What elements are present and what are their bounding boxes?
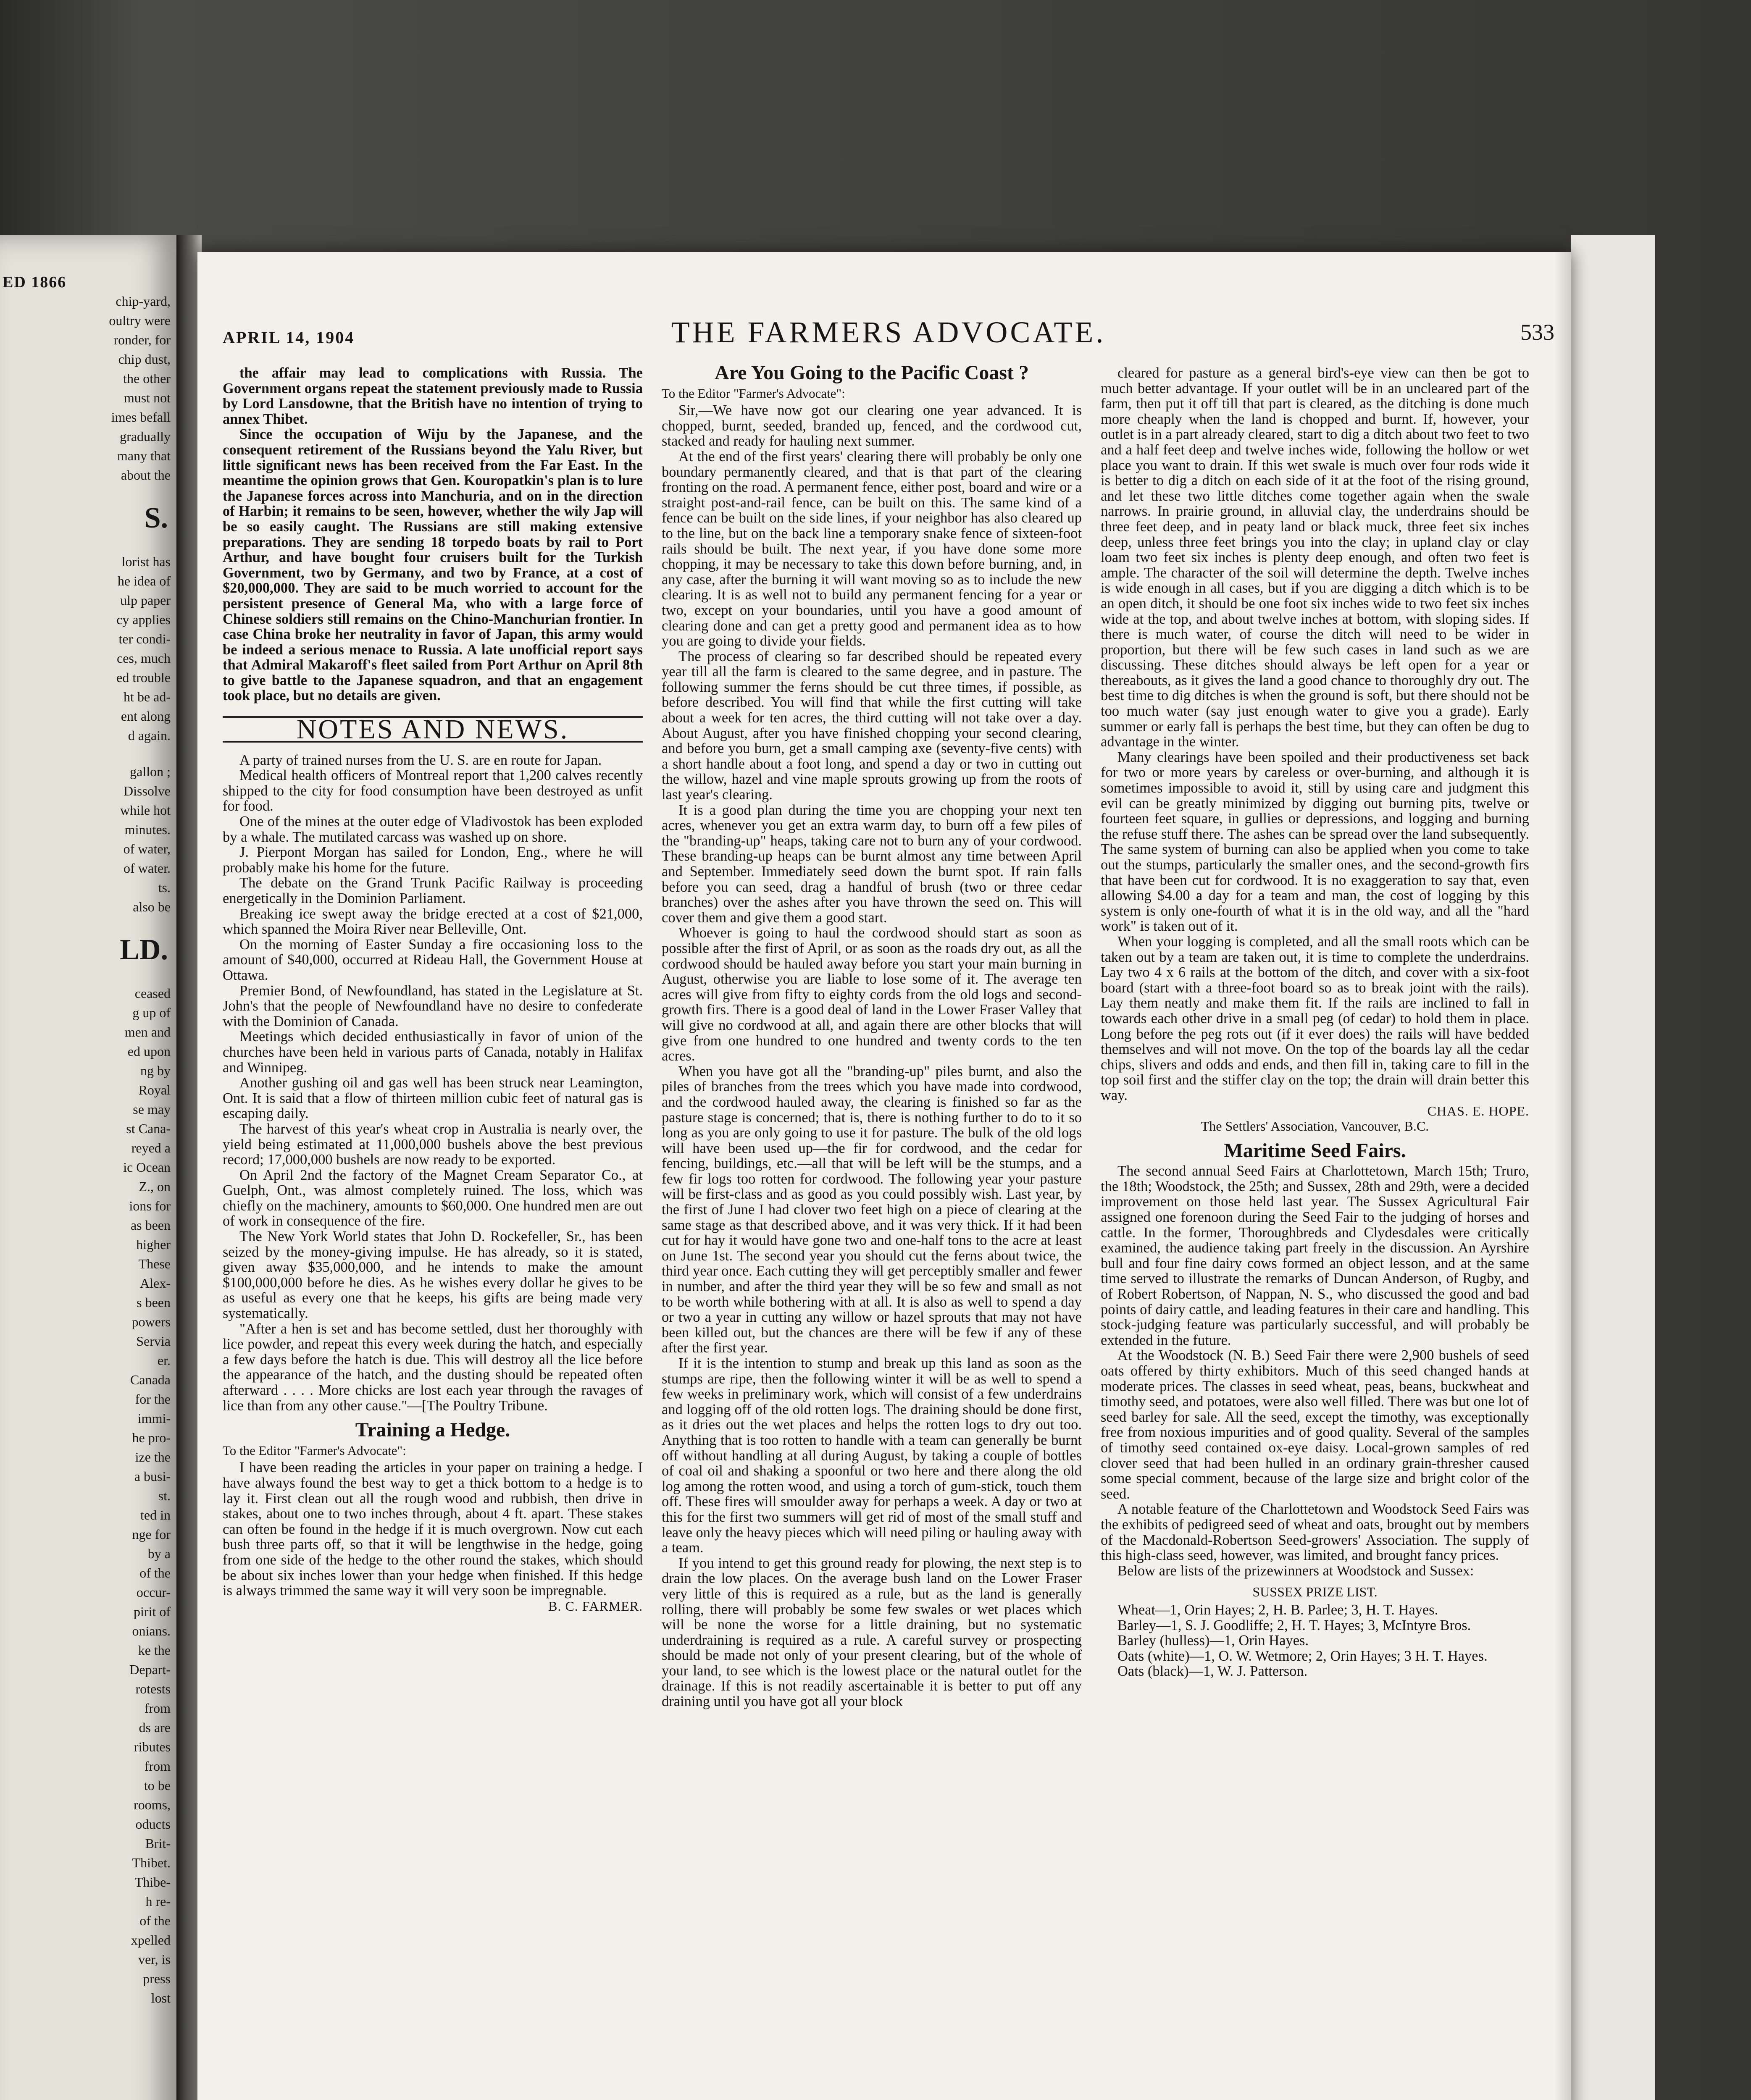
- paragraph: Since the occupation of Wiju by the Japanese, and the consequent retirement of the Russians beyond the Yalu River, but little significant news has been received from the Far East. In the meantime the opinion grows that Gen. Kouropatkin's plan is to lure the Japanese forces across into Manchuria, and on in the direction of Harbin; it remains to be seen, however, whether the wily Jap will be so easily caught. The Russians are still making extensive preparations. They are sending 18 torpedo boats by rail to Port Arthur, and have bought four cruisers built for the Turkish Government, two by Germany, and two by France, at a cost of $20,000,000. They are said to be much worried to account for the persistent presence of General Ma, who with a large force of Chinese soldiers still remains on the Chino-Manchurian frontier. In case China broke her neutrality in favor of Japan, this army would be indeed a serious menace to Russia. A late unofficial report says that Admiral Makaroff's fleet sailed from Port Arthur on April 8th to give battle to the Japanese squadron, and that an engagement took place, but no details are given.: [223, 426, 643, 704]
- news-item: On the morning of Easter Sunday a fire occasioning loss to the amount of $40,000, occurred at Rideau Hall, the Government House at Ottawa.: [223, 936, 643, 983]
- paragraph: the affair may lead to complications with Russia. The Government organs repeat the statement previously made to Russia by Lord Lansdowne, that the British have no intention of trying to annex Thibet.: [223, 365, 643, 427]
- previous-page-line: er.: [157, 1353, 171, 1368]
- news-item: The New York World states that John D. Rockefeller, Sr., has been seized by the money-giving impulse. He has already, so it is stated, given away $35,000,000, and he intends to make the amount $100,000,000 before he dies. As he wishes every dollar he gives to be as useful as every one that he keeps, his gifts are being made very systematically.: [223, 1228, 643, 1322]
- previous-page-line: from: [144, 1701, 171, 1716]
- previous-page-line: ed upon: [127, 1044, 171, 1059]
- previous-page-lines-c: [0, 762, 176, 916]
- previous-page-line: xpelled: [131, 1932, 171, 1948]
- previous-page-line: gradually: [120, 429, 171, 444]
- news-item: "After a hen is set and has become settled, dust her thoroughly with lice powder, and repeat this every week during the hatch, and especially a few days before the hatch is due. This will destroy all the lice before the appearance of the hatch, and the dusting should be repeated often afterward . . . . More chicks are lost each year through the ravages of lice than from any other cause."—[The Poultry Tribune.: [223, 1320, 643, 1414]
- previous-page-line: the other: [123, 371, 171, 386]
- previous-page-line: while hot: [120, 803, 171, 818]
- previous-page-line: cy applies: [116, 612, 171, 627]
- previous-page-line: Servia: [136, 1334, 171, 1349]
- previous-page-line: for the: [135, 1391, 171, 1407]
- maritime-seed-fairs-body: [1101, 1163, 1529, 1578]
- training-hedge-heading: Training a Hedge.: [355, 1419, 510, 1441]
- previous-page-line: pirit of: [134, 1604, 171, 1619]
- running-head: [223, 311, 1554, 357]
- prize-entry: Oats (white)—1, O. W. Wetmore; 2, Orin Hayes; 3 H. T. Hayes.: [1117, 1648, 1488, 1664]
- previous-page-line: se may: [133, 1102, 171, 1117]
- previous-page-line: ng by: [140, 1063, 171, 1078]
- paragraph: I have been reading the articles in your paper on training a hedge. I have always found the best way to get a thick bottom to a hedge is to lay it. First clean out all the rough wood and rubbish, then drive in stakes, about one to two inches through, about 4 ft. apart. These stakes can often be found in the hedge if it is much overgrown. Now cut each bush three parts off, so that it will be lengthwise in the hedge, going from one side of the hedge to the other round the stakes, which should be about six inches lower than your hedge when finished. If this hedge is always trimmed the same way it will very soon be impregnable.: [223, 1460, 643, 1599]
- prize-entry: Wheat—1, Orin Hayes; 2, H. B. Parlee; 3, H. T. Hayes.: [1117, 1601, 1438, 1618]
- previous-page-line: about the: [121, 467, 171, 483]
- previous-page-line: to be: [144, 1778, 171, 1793]
- war-news-article: [223, 365, 643, 704]
- previous-page-heading-d: LD.: [120, 934, 168, 966]
- maritime-seed-fairs-heading: Maritime Seed Fairs.: [1224, 1139, 1406, 1162]
- news-item: Medical health officers of Montreal report that 1,200 calves recently shipped to the city for food consumption have been destroyed as unfit for food.: [223, 767, 643, 814]
- issue-date: APRIL 14, 1904: [223, 328, 355, 347]
- pacific-coast-affiliation: The Settlers' Association, Vancouver, B.C.: [1201, 1118, 1429, 1134]
- previous-page-line: st.: [158, 1488, 171, 1503]
- previous-page-line: ke the: [138, 1643, 171, 1658]
- news-item: A party of trained nurses from the U. S. are en route for Japan.: [239, 752, 602, 768]
- previous-page-line: onians.: [132, 1623, 171, 1638]
- previous-page-line: of the: [139, 1913, 171, 1928]
- previous-page-lines-d: [0, 984, 176, 2008]
- pacific-coast-heading: Are You Going to the Pacific Coast ?: [715, 362, 1029, 384]
- previous-page-line: Depart-: [129, 1662, 171, 1677]
- sussex-prize-list-heading: SUSSEX PRIZE LIST.: [1252, 1584, 1378, 1600]
- training-hedge-salutation: To the Editor "Farmer's Advocate":: [223, 1443, 406, 1458]
- previous-page-header: ED 1866: [3, 273, 67, 291]
- news-item: The harvest of this year's wheat crop in Australia is nearly over, the yield being estimated at 11,000,000 bushels above the best previous record; 17,000,000 bushels are now ready to be exported.: [223, 1121, 643, 1168]
- previous-page-line: higher: [136, 1237, 171, 1252]
- previous-page-line: ulp paper: [120, 593, 171, 608]
- paragraph: Sir,—We have now got our clearing one year advanced. It is chopped, burnt, seeded, branded up, fenced, and the cordwood cut, stacked and ready for hauling next summer.: [662, 402, 1082, 449]
- previous-page-line: ted in: [140, 1507, 171, 1522]
- pacific-coast-signature: CHAS. E. HOPE.: [1427, 1103, 1529, 1118]
- paragraph: It is a good plan during the time you are chopping your next ten acres, whenever you get an extra warm day, to burn off a few piles of the "branding-up" heaps, taking care not to burn any of your cordwood. These branding-up heaps can be burnt almost any time between April and September. Immediately seed down the burnt spot. If rain falls before you can seed, drag a handful of brush (two or three cedar branches) over the ashes after you have thrown the seed on. This will cover them and give them a good start.: [662, 802, 1082, 926]
- previous-page-line: he idea of: [117, 573, 171, 588]
- previous-page-line: immi-: [137, 1411, 171, 1426]
- paragraph: At the end of the first years' clearing there will probably be only one boundary permanently cleared, and that is that part of the clearing fronting on the road. A permanent fence, either post, board and wire or a straight post-and-rail fence, can be built on this. The same kind of a fence can be built on the side lines, if your neighbor has also cleared up to the line, but on the back line a temporary snake fence of sixteen-foot rails should be built. The next year, if you have done some more chopping, it may be necessary to take this down before burning, and, in any case, after the burning it will want moving so as to include the new clearing. It is as well not to build any permanent fencing for a year or two, except on your boundaries, until you have a good amount of clearing done and can get a pretty good and permanent idea as to how you are going to divide your fields.: [662, 448, 1082, 649]
- news-item: On April 2nd the factory of the Magnet Cream Separator Co., at Guelph, Ont., was almost completely ruined. The loss, which was chiefly on the machinery, amounts to $60,000. One hundred men are out of work in consequence of the fire.: [223, 1167, 643, 1229]
- previous-page-line: many that: [117, 448, 171, 463]
- previous-page-line: Z., on: [139, 1179, 171, 1194]
- previous-page-line: Thibet.: [132, 1855, 171, 1870]
- column-2: [662, 362, 1082, 1710]
- previous-page-line: Alex-: [140, 1276, 171, 1291]
- news-item: One of the mines at the outer edge of Vladivostok has been exploded by a whale. The mutilated carcass was washed up on shore.: [223, 814, 643, 845]
- previous-page-line: ic Ocean: [123, 1160, 171, 1175]
- previous-page-line: as been: [130, 1218, 171, 1233]
- previous-page-line: press: [143, 1971, 171, 1986]
- publication-title: THE FARMERS ADVOCATE.: [671, 315, 1106, 349]
- previous-page-line: ions for: [129, 1198, 171, 1213]
- prize-entry: Barley (hulless)—1, Orin Hayes.: [1117, 1633, 1309, 1649]
- news-item: The debate on the Grand Trunk Pacific Railway is proceeding energetically in the Dominion Parliament.: [223, 875, 643, 906]
- previous-page-line: ceased: [134, 986, 171, 1001]
- previous-page-heading-b: S.: [144, 502, 168, 534]
- previous-page-line: gallon ;: [130, 764, 171, 779]
- paragraph: The second annual Seed Fairs at Charlottetown, March 15th; Truro, the 18th; Woodstock, the 25th; and Sussex, 28th and 29th, were a decided improvement on those held last year. The Sussex Agricultural Fair assigned one forenoon during the Seed Fair to the judging of horses and cattle. In the former, Thoroughbreds and Clydesdales were critically examined, the audience taking part freely in the discussion. An Ayrshire bull and four fine dairy cows formed an object lesson, and at the same time served to illustrate the remarks of Duncan Anderson, of Rugby, and of Robert Robertson, of Nappan, N. S., who discussed the good and bad points of dairy cattle, and leading features in their care and handling. This stock-judging feature was particularly successful, and will probably be extended in the future.: [1101, 1163, 1529, 1348]
- previous-page-line: from: [144, 1759, 171, 1774]
- previous-page-line: These: [138, 1256, 171, 1271]
- news-item: Premier Bond, of Newfoundland, has stated in the Legislature at St. John's that the people of Newfoundland have no desire to confederate with the Dominion of Canada.: [223, 982, 643, 1029]
- previous-page-line: ts.: [158, 880, 171, 895]
- paragraph: At the Woodstock (N. B.) Seed Fair there were 2,900 bushels of seed oats offered by thirty exhibitors. Much of this seed changed hands at moderate prices. The classes in seed wheat, peas, beans, buckwheat and timothy seed, and potatoes, were also well filled. There was but one lot of seed barley for sale. All the seed, except the timothy, was exceptionally free from noxious impurities and of good quality. Several of the samples of timothy seed contained ox-eye daisy. Local-grown samples of red clover seed that had been hulled in an ordinary grain-thresher caused some special comment, because of the large size and bright color of the seed.: [1101, 1347, 1529, 1502]
- previous-page-line: chip-yard,: [116, 294, 171, 309]
- previous-page-line: powers: [131, 1314, 171, 1329]
- previous-page-line: ed trouble: [116, 670, 171, 685]
- previous-page-line: oultry were: [109, 313, 171, 328]
- paragraph: A notable feature of the Charlottetown and Woodstock Seed Fairs was the exhibits of pedigreed seed of wheat and oats, brought out by members of the Macdonald-Robertson Seed-growers' Association. The supply of this high-class seed, however, was limited, and brought fancy prices.: [1101, 1501, 1529, 1564]
- column-1: [223, 365, 643, 1614]
- training-hedge-signature: B. C. FARMER.: [548, 1598, 643, 1614]
- previous-page-lines-a: [0, 291, 176, 485]
- paragraph: Many clearings have been spoiled and their productiveness set back for two or more years by careless or over-burning, and although it is sometimes impossible to avoid it, still by using care and judgment this evil can be greatly minimized by digging out burning pits, twelve or fourteen feet square, in gullies or depressions, and logging and burning the refuse stuff there. The ashes can be spread over the land subsequently. The same system of burning can also be applied when you come to take out the stumps, particularly the smaller ones, and the second-growth firs that have been cut for cordwood. It is no exaggeration to say that, even allowing $4.00 a day for a team and man, the cost of logging by this system is only one-fourth of what it is in the old way, and all the "hard work" is taken out of it.: [1101, 749, 1529, 934]
- previous-page-line: h re-: [145, 1894, 171, 1909]
- notes-and-news-heading: NOTES AND NEWS.: [223, 716, 643, 743]
- paragraph: cleared for pasture as a general bird's-eye view can then be got to much better advantage. If your outlet will be in an uncleared part of the farm, then put it off till that part is cleared, as the ditching is done much more cheaply when the land is chopped and burnt. If, however, your outlet is in a part already cleared, start to dig a ditch about two feet to two and a half feet deep and twelve inches wide, following the hollow or wet place you want to drain. If this wet swale is much over four rods wide it is better to dig a ditch on each side of it at the foot of the rising ground, and let these two little ditches come together again when the swale narrows. In prairie ground, in alluvial clay, the underdrains should be three feet deep, and in peaty land or black muck, three feet six inches deep, unless three feet brings you into the clay; in upland clay or clay loam two feet six inches is plenty deep enough, and often two feet is ample. The character of the soil will determine the depth. Twelve inches is wide enough in all cases, but if you are digging a ditch which is to be an open ditch, it should be one foot six inches wide to two feet six inches wide at the top, and about twelve inches at bottom, with sloping sides. If there is much water, of course the ditch will need to be wider in proportion, but there will be few such cases in land such as we are discussing. These ditches should always be left open for a year or thereabouts, as it gives the land a good chance to thoroughly dry out. The best time to dig ditches is when the ground is soft, but there should not be too much water (say just enough water to give you a grade). Early summer or early fall is perhaps the best time, but they can often be dug to advantage in the winter.: [1101, 365, 1529, 750]
- previous-page-line: chip dust,: [118, 352, 171, 367]
- sussex-prize-list: [1101, 1602, 1529, 1679]
- page-number: 533: [1520, 320, 1554, 345]
- paragraph: The process of clearing so far described should be repeated every year till all the farm is cleared to the same degree, and in pasture. The following summer the ferns should be cut three times, if possible, as before described. You will find that while the first cutting will take about a week for ten acres, the third cutting will not take over a day. About August, after you have finished chopping your second clearing, and before you burn, get a small camping axe (seventy-five cents) with a short handle about a foot long, and spend a day or two in cutting out the willow, hazel and vine maple sprouts growing up from the roots of last year's clearing.: [662, 648, 1082, 803]
- previous-page-line: ter condi-: [118, 631, 171, 646]
- news-item: Meetings which decided enthusiastically in favor of union of the churches have been held in various parts of Canada, notably in Halifax and Winnipeg.: [223, 1029, 643, 1076]
- previous-page-line: g up of: [132, 1005, 171, 1020]
- previous-page-line: oducts: [135, 1816, 171, 1832]
- previous-page-line: Royal: [138, 1082, 171, 1097]
- previous-page-line: rotests: [135, 1681, 171, 1696]
- previous-page-line: ces, much: [117, 651, 171, 666]
- news-item: Breaking ice swept away the bridge erected at a cost of $21,000, which spanned the Moira River near Belleville, Ont.: [223, 906, 643, 937]
- previous-page-line: lost: [151, 1990, 171, 2006]
- previous-page-line: d again.: [128, 728, 171, 743]
- previous-page-line: he pro-: [132, 1430, 171, 1445]
- previous-page-line: also be: [133, 899, 171, 914]
- previous-page-line: of water.: [124, 861, 171, 876]
- previous-page-line: Brit-: [145, 1836, 171, 1851]
- prize-entry: Oats (black)—1, W. J. Patterson.: [1117, 1663, 1308, 1680]
- previous-page-line: reyed a: [131, 1140, 171, 1155]
- previous-page-line: imes befall: [111, 410, 171, 425]
- paragraph: Whoever is going to haul the cordwood should start as soon as possible after the first of April, or as soon as the roads dry out, as all the cordwood should be hauled away before you start your main burning in August, otherwise you are liable to lose some of it. The average ten acres will give from fifty to eighty cords from the old logs and second-growth firs. There is a good deal of land in the Lower Fraser Valley that will give no cordwood at all, and again there are other blocks that will give from one hundred to one hundred and twenty cords to the ten acres.: [662, 925, 1082, 1064]
- previous-page-line: occur-: [136, 1585, 171, 1600]
- paragraph: If you intend to get this ground ready for plowing, the next step is to drain the low places. On the average bush land on the Lower Fraser very little of this is required as a rule, but as the land is generally rolling, there will probably be some few swales or wet places which will be none the worse for a little draining, but no systematic underdraining is required as a rule. A careful survey or prospecting should be made not only of your present clearing, but of the whole of your land, to see which is the lowest place or the natural outlet for the drainage. If this is not readily ascertainable it is better to put off any draining until you have got all your block: [662, 1555, 1082, 1710]
- previous-page-line: st Cana-: [126, 1121, 171, 1136]
- previous-page-line: Dissolve: [124, 783, 171, 798]
- training-hedge-body: [223, 1460, 643, 1598]
- previous-page-line: of water,: [123, 841, 171, 856]
- previous-page-line: ds are: [139, 1720, 171, 1735]
- previous-page-line: s been: [137, 1295, 171, 1310]
- previous-page-edge: [0, 235, 176, 2100]
- previous-page-line: nge for: [132, 1527, 171, 1542]
- previous-page-line: ver, is: [138, 1952, 171, 1967]
- previous-page-line: by a: [147, 1546, 171, 1561]
- paragraph: Below are lists of the prizewinners at Woodstock and Sussex:: [1117, 1562, 1474, 1579]
- previous-page-line: ize the: [135, 1449, 171, 1465]
- previous-page-line: Canada: [130, 1372, 171, 1387]
- paragraph: If it is the intention to stump and break up this land as soon as the stumps are ripe, then the following winter it will be as well to spend a few weeks in preliminary work, which will consist of a few underdrains and logging off of the old rotten logs. The draining should be done first, as it dries out the wet places and helps the rotten logs to dry out too. Anything that is too rotten to handle with a team can generally be burnt off without handling at all during August, by taking a couple of bottles of coal oil and shaking a spoonful or two here and there along the old log among the rotten wood, and using a torch of gum-stick, touch them off. These fires will smoulder away for perhaps a week. A day or two at this for the first two summers will get rid of most of the small stuff and leave only the heavy pieces which will need piling or hauling away with a team.: [662, 1355, 1082, 1556]
- prize-entry: Barley—1, S. J. Goodliffe; 2, H. T. Hayes; 3, McIntyre Bros.: [1117, 1617, 1471, 1633]
- pacific-coast-continued: [1101, 365, 1529, 1103]
- previous-page-line: minutes.: [124, 822, 171, 837]
- page-edge-right: [1571, 235, 1655, 2100]
- pacific-coast-salutation: To the Editor "Farmer's Advocate":: [662, 386, 845, 401]
- previous-page-line: lorist has: [121, 554, 171, 569]
- previous-page-line: ronder, for: [113, 332, 171, 347]
- previous-page-line: of the: [139, 1565, 171, 1580]
- previous-page-lines-b: [0, 552, 176, 745]
- previous-page-line: a busi-: [134, 1469, 171, 1484]
- newspaper-page: [197, 252, 1571, 2100]
- pacific-coast-body: [662, 403, 1082, 1709]
- previous-page-line: rooms,: [134, 1797, 171, 1812]
- previous-page-line: men and: [124, 1024, 171, 1040]
- previous-page-line: must not: [124, 390, 171, 405]
- column-3: [1101, 365, 1529, 1679]
- previous-page-line: ent along: [121, 709, 171, 724]
- news-item: Another gushing oil and gas well has been struck near Leamington, Ont. It is said that a flow of thirteen million cubic feet of natural gas is escaping daily.: [223, 1075, 643, 1122]
- previous-page-line: ht be ad-: [124, 689, 171, 704]
- previous-page-line: ributes: [134, 1739, 171, 1754]
- news-item: J. Pierpont Morgan has sailed for London, Eng., where he will probably make his home for the future.: [223, 844, 643, 876]
- notes-and-news-list: [223, 753, 643, 1414]
- paragraph: When your logging is completed, and all the small roots which can be taken out by a team are taken out, it is time to complete the underdrains. Lay two 4 x 6 rails at the bottom of the ditch, and cover with a six-foot board (start with a three-foot board so as to break joint with the rails). Lay them neatly and make them fit. If the rails are inclined to fall in towards each other drive in a small peg (of cedar) to hold them in place. Long before the peg rots out (if it ever does) the rails will have bedded themselves and will not move. On the top of the boards lay all the cedar chips, slivers and odds and ends, and then fill in, taking care to fill in the top soil first and the stiffer clay on the top; the drain will drain better this way.: [1101, 933, 1529, 1103]
- previous-page-line: Thibe-: [134, 1874, 171, 1890]
- paragraph: When you have got all the "branding-up" piles burnt, and also the piles of branches from the trees which you have made into cordwood, and the cordwood hauled away, the clearing is finished so far as the pasture stage is concerned; that is, there is nothing further to do to it so long as you are only going to use it for pasture. The bulk of the old logs will have been used up—the fir for cordwood, and the cedar for fencing, buildings, etc.—all that will be left will be the stumps, and a few fir logs too rotten for cordwood. The following year your pasture will be first-class and as good as you could possibly wish. Last year, by the first of June I had clover two feet high on a piece of clearing at the same stage as that described above, and it was very thick. If it had been cut for hay it would have gone two and one-half tons to the acre at least on June 1st. The second year you should cut the ferns about twice, the third year once. Each cutting they will get perceptibly smaller and fewer in number, and after the third year they will be so few and small as not to be worth while bothering with at all. It is also as well to spend a day or two a year in cutting any willow or hazel sprouts that may not have been killed out, but the chances are there will be few if any of these after the first year.: [662, 1063, 1082, 1356]
